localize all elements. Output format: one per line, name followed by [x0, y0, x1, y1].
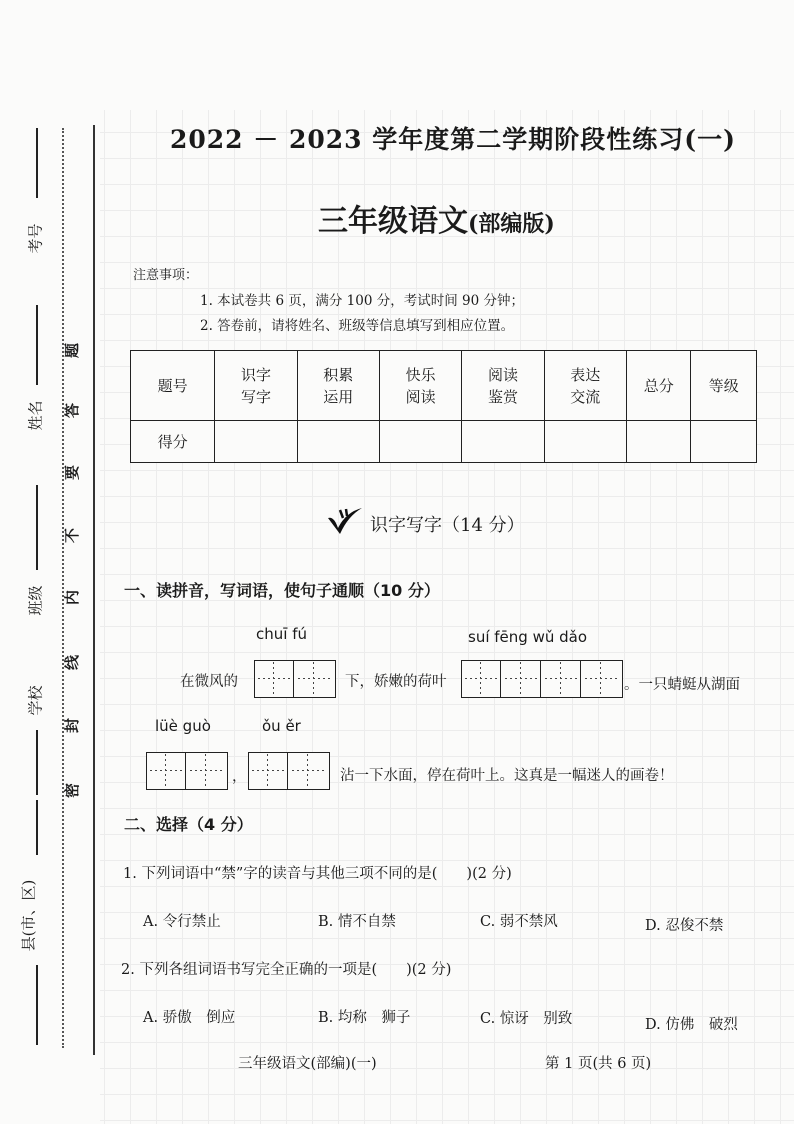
header-cell: 等级 [691, 351, 757, 421]
county-label: 县(市、区) [19, 879, 38, 952]
score-cell[interactable] [626, 421, 691, 463]
option[interactable]: A. 骄傲 倒应 [143, 1010, 236, 1026]
option[interactable]: B. 情不自禁 [318, 914, 396, 930]
grid-cell[interactable] [187, 753, 225, 789]
question-heading: 一、读拼音，写词语，使句子通顺（10 分） [124, 581, 440, 600]
cut-line [62, 128, 64, 1048]
sentence-part: ， [232, 769, 247, 785]
school-blank [36, 730, 38, 795]
header-cell: 阅读 鉴赏 [462, 351, 544, 421]
header-cell: 积累 运用 [297, 351, 379, 421]
notes-label: 注意事项： [133, 268, 199, 283]
school-blank-2 [36, 800, 38, 855]
name-blank [36, 305, 38, 385]
score-cell[interactable] [462, 421, 544, 463]
county-blank [36, 965, 38, 1045]
grid-cell[interactable] [462, 661, 501, 697]
pinyin: suí fēng wǔ dǎo [468, 628, 587, 646]
exam-no-label: 考号 [26, 223, 45, 254]
school-label: 学校 [26, 685, 45, 716]
seal-char: 不 [63, 527, 82, 544]
grid-cell[interactable] [289, 753, 327, 789]
subject-title [318, 196, 555, 240]
sentence-part: 在微风的 [180, 674, 238, 690]
page-number: 第 1 页(共 6 页) [545, 1056, 652, 1072]
writing-grid[interactable] [461, 660, 623, 698]
footer-left: 三年级语文(部编)(一) [238, 1056, 377, 1072]
binding-margin [0, 110, 100, 1124]
sentence-part: 。一只蜻蜓从湖面 [624, 677, 740, 693]
writing-grid[interactable] [146, 752, 228, 790]
header-cell: 表达 交流 [544, 351, 626, 421]
option[interactable]: C. 弱不禁风 [480, 914, 558, 930]
option[interactable]: A. 令行禁止 [143, 914, 221, 930]
score-cell[interactable] [297, 421, 379, 463]
class-blank [36, 485, 38, 570]
subject-name: 三年级语文 [318, 204, 468, 239]
exam-title: 2022 － 2023 学年度第二学期阶段性练习(一) [170, 125, 736, 154]
seal-char: 答 [63, 402, 82, 419]
option[interactable]: D. 忍俊不禁 [645, 918, 724, 934]
score-cell[interactable] [379, 421, 461, 463]
grid-cell[interactable] [147, 753, 186, 789]
seal-char: 线 [63, 654, 82, 671]
header-cell: 识字 写字 [215, 351, 297, 421]
section-title [326, 506, 525, 541]
score-cell[interactable] [215, 421, 297, 463]
note-item: 1. 本试卷共 6 页，满分 100 分，考试时间 90 分钟； [200, 293, 524, 309]
note-item: 2. 答卷前，请将姓名、班级等信息填写到相应位置。 [200, 318, 515, 334]
header-label: 题号 [157, 376, 188, 395]
exam-no-blank [36, 128, 38, 198]
grid-cell[interactable] [249, 753, 288, 789]
sentence-part: 沾一下水面，停在荷叶上。这真是一幅迷人的画卷！ [340, 768, 674, 784]
grid-cell[interactable] [295, 661, 333, 697]
brush-check-icon [326, 506, 364, 541]
grid-cell[interactable] [255, 661, 294, 697]
option[interactable]: B. 均称 狮子 [318, 1010, 411, 1026]
pinyin: ǒu ěr [262, 717, 301, 735]
grid-cell[interactable] [582, 661, 620, 697]
seal-char: 封 [63, 717, 82, 734]
seal-char: 内 [63, 589, 82, 606]
header-cell [131, 351, 215, 421]
score-table [130, 350, 757, 463]
grid-cell[interactable] [542, 661, 581, 697]
binding-line [93, 125, 95, 1055]
grid-cell[interactable] [502, 661, 541, 697]
seal-char: 要 [63, 464, 82, 481]
score-cell[interactable] [544, 421, 626, 463]
option[interactable]: C. 惊讶 别致 [480, 1011, 573, 1027]
section-title-text: 识字写字（14 分） [370, 514, 525, 536]
class-label: 班级 [26, 585, 45, 616]
pinyin: chuī fú [256, 625, 307, 643]
name-label: 姓名 [26, 400, 45, 431]
writing-grid[interactable] [254, 660, 336, 698]
top-margin [0, 0, 794, 110]
score-cell[interactable] [691, 421, 757, 463]
header-cell: 快乐 阅读 [379, 351, 461, 421]
score-row-label: 得分 [131, 421, 215, 463]
question-stem: 2. 下列各组词语书写完全正确的一项是( )(2 分) [121, 962, 452, 978]
sentence-part: 下，娇嫩的荷叶 [345, 674, 447, 690]
seal-char: 密 [63, 782, 82, 799]
header-cell: 总分 [626, 351, 691, 421]
question-stem: 1. 下列词语中“禁”字的读音与其他三项不同的是( )(2 分) [123, 866, 512, 882]
writing-grid[interactable] [248, 752, 330, 790]
option[interactable]: D. 仿佛 破烈 [645, 1017, 738, 1033]
seal-char: 题 [63, 342, 82, 359]
question-heading: 二、选择（4 分） [124, 815, 253, 834]
edition-label: (部编版) [468, 211, 555, 237]
pinyin: lüè guò [155, 717, 211, 735]
